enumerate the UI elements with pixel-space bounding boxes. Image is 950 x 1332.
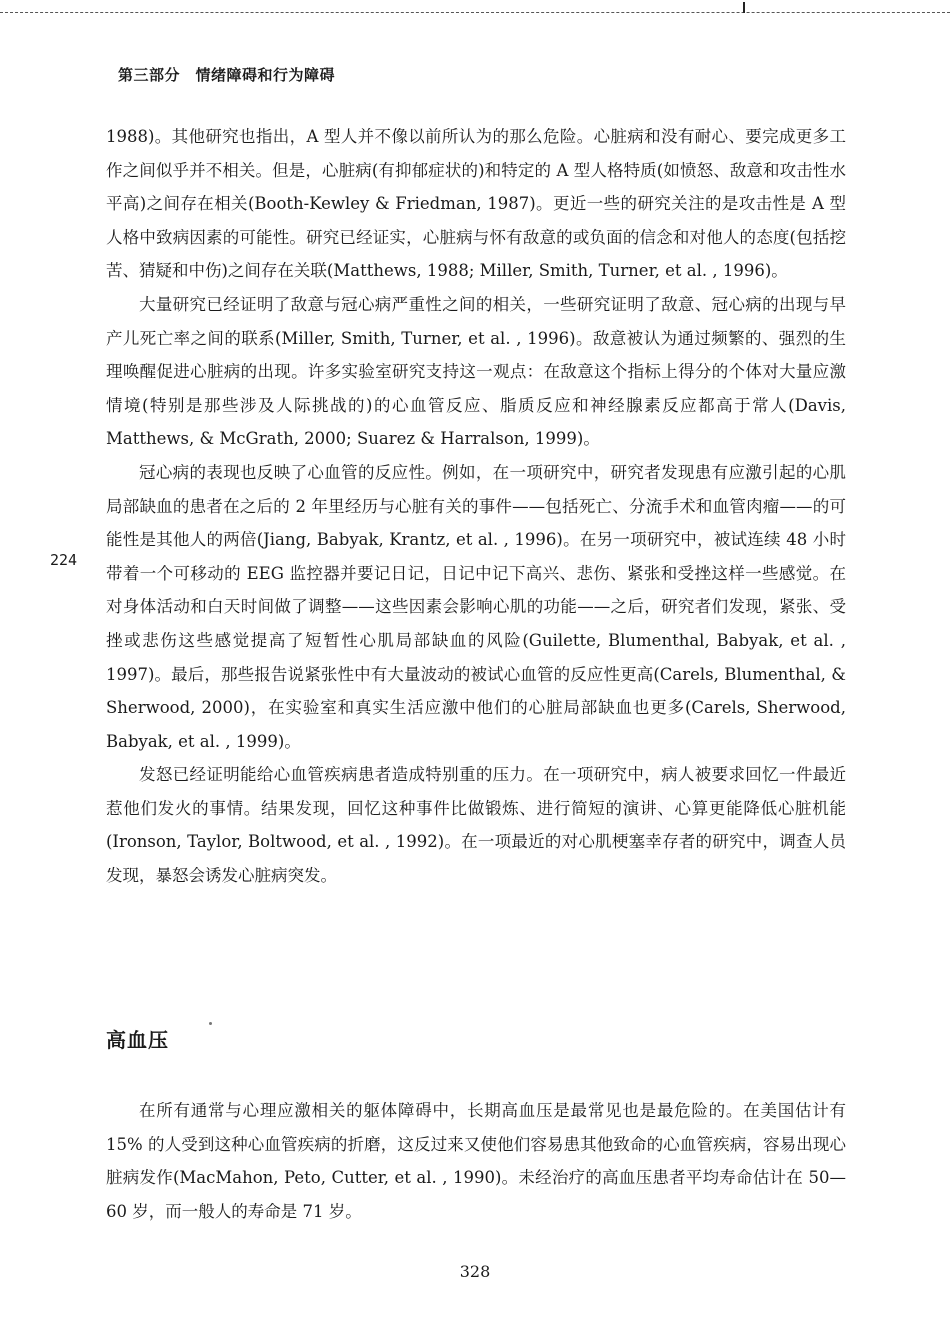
paragraph-3: 冠心病的表现也反映了心血管的反应性。例如，在一项研究中，研究者发现患有应激引起的心肌局部缺血的患者在之后的 2 年里经历与心脏有关的事件——包括死亡、分流手术和血管肉瘤——的可能性是其他人的两倍(Jiang, Babyak, Krantz, et al. , 1996)。在另一项研究中，被试连续 48 小时带着一个可移动的 EEG 监控器并要记日记，日记中记下高兴、悲伤、紧张和受挫这样一些感觉。在对身体活动和白天时间做了调整——这些因素会影响心肌的功能——之后，研究者们发现，紧张、受挫或悲伤这些感觉提高了短暂性心肌局部缺血的风险(Guilette, Blumenthal, Babyak, et al. , 1997)。最后，那些报告说紧张性中有大量波动的被试心血管的反应性更高(Carels, Blumenthal, & Sherwood, 2000)，在实验室和真实生活应激中他们的心脏局部缺血也更多(Carels, Sherwood, Babyak, et al. , 1999)。	[106, 462, 846, 751]
heading-mark	[209, 1022, 212, 1025]
paragraph-4: 发怒已经证明能给心血管疾病患者造成特别重的压力。在一项研究中，病人被要求回忆一件最近惹他们发火的事情。结果发现，回忆这种事件比做锻炼、进行简短的演讲、心算更能降低心脏机能(Ironson, Taylor, Boltwood, et al. , 1992)。在一项最近的对心肌梗塞幸存者的研究中，调查人员发现，暴怒会诱发心脏病突发。	[106, 765, 846, 886]
section-text	[106, 1094, 846, 1228]
main-text	[106, 120, 846, 893]
section-heading: 高血压	[106, 1028, 169, 1052]
running-head: 第三部分 情绪障碍和行为障碍	[118, 66, 336, 84]
paragraph-2: 大量研究已经证明了敌意与冠心病严重性之间的相关，一些研究证明了敌意、冠心病的出现与早产儿死亡率之间的联系(Miller, Smith, Turner, et al. , 1996)。敌意被认为通过频繁的、强烈的生理唤醒促进心脏病的出现。许多实验室研究支持这一观点：在敌意这个指标上得分的个体对大量应激情境(特别是那些涉及人际挑战的)的心血管反应、脂质反应和神经腺素反应都高于常人(Davis, Matthews, & McGrath, 2000; Suarez & Harralson, 1999)。	[106, 294, 846, 449]
top-rule	[0, 12, 950, 14]
margin-page-number: 224	[50, 551, 78, 569]
paragraph-1: 1988)。其他研究也指出，A 型人并不像以前所认为的那么危险。心脏病和没有耐心、要完成更多工作之间似乎并不相关。但是，心脏病(有抑郁症状的)和特定的 A 型人格特质(如愤怒、敌意和攻击性水平高)之间存在相关(Booth-Kewley & Friedman, 1987)。更近一些的研究关注的是攻击性是 A 型人格中致病因素的可能性。研究已经证实，心脏病与怀有敌意的或负面的信念和对他人的态度(包括挖苦、猜疑和中伤)之间存在关联(Matthews, 1988; Miller, Smith, Turner, et al. , 1996)。	[106, 127, 846, 281]
page-number: 328	[459, 1262, 491, 1281]
top-tick-mark	[743, 2, 745, 13]
section-paragraph-1: 在所有通常与心理应激相关的躯体障碍中，长期高血压是最常见也是最危险的。在美国估计有 15% 的人受到这种心血管疾病的折磨，这反过来又使他们容易患其他致命的心血管疾病，容易出现心脏病发作(MacMahon, Peto, Cutter, et al. , 1990)。未经治疗的高血压患者平均寿命估计在 50—60 岁，而一般人的寿命是 71 岁。	[106, 1101, 846, 1221]
